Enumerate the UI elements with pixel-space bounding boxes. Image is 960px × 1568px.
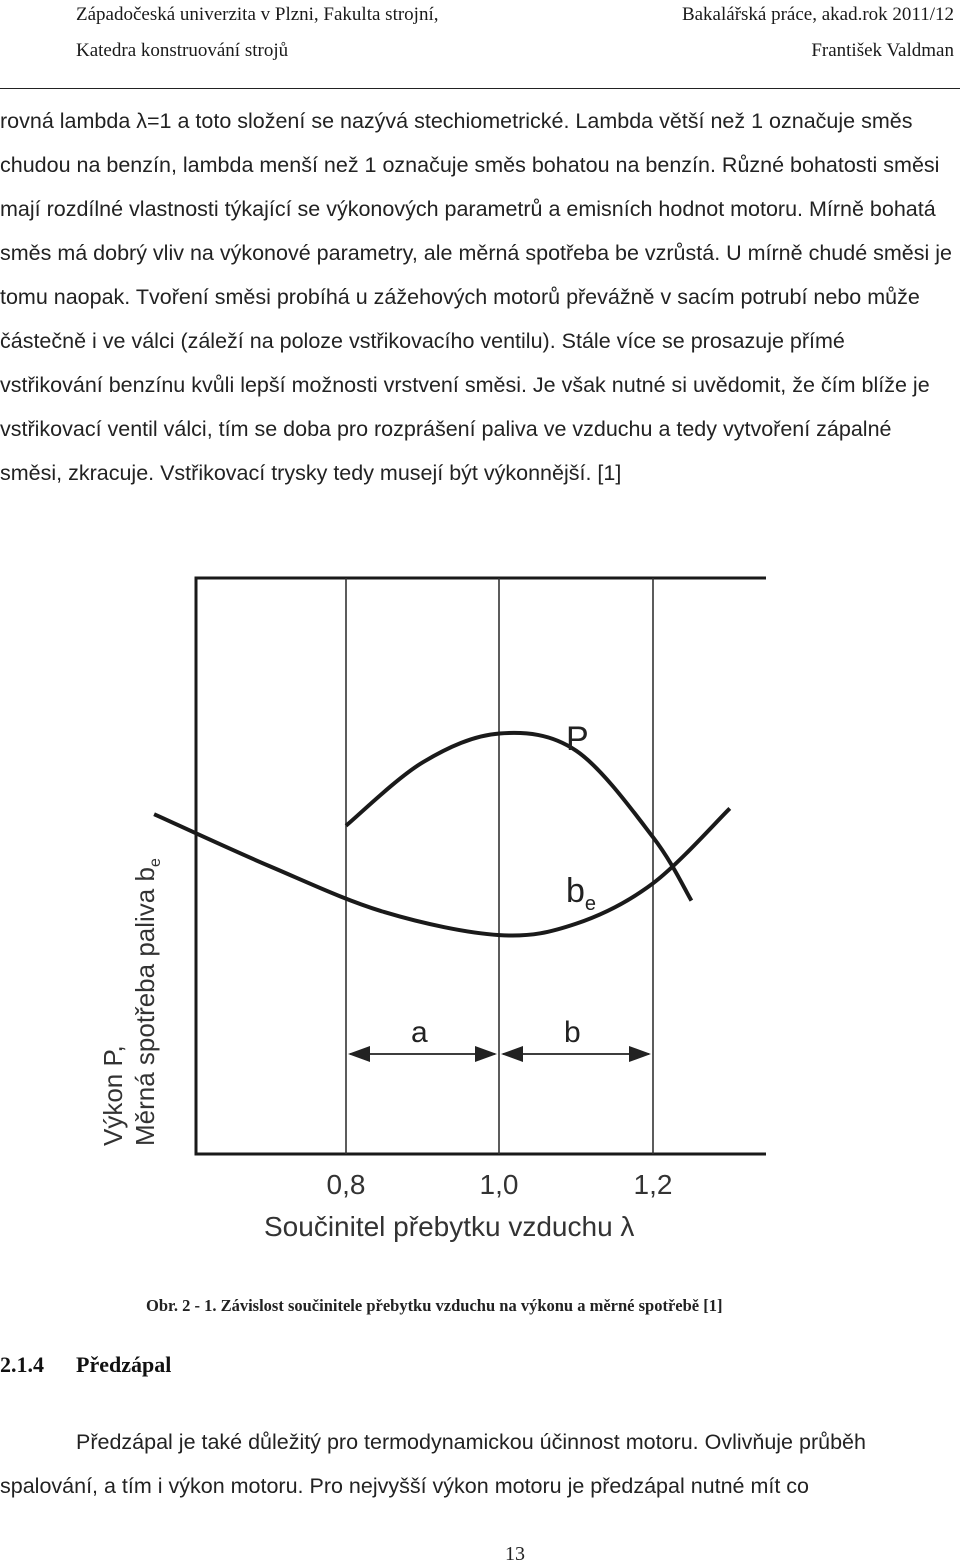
- ylabel-sub: e: [147, 858, 164, 868]
- ylabel-line2: [130, 858, 164, 1146]
- chart-frame: [196, 578, 766, 1154]
- curve-p-label: P: [566, 720, 589, 758]
- range-b-label: b: [564, 1016, 581, 1049]
- lambda-chart-svg: [76, 572, 766, 1248]
- y-axis-label: [98, 858, 164, 1146]
- section-number: 2.1.4: [0, 1352, 44, 1377]
- curve-be-label: [566, 872, 596, 915]
- range-b-arrow-left: [501, 1046, 523, 1062]
- range-a-label: a: [411, 1016, 428, 1049]
- header-department: Katedra konstruování strojů: [76, 40, 289, 61]
- ylabel-line2-main: Měrná spotřeba paliva b: [130, 867, 160, 1146]
- curve-be-sub: e: [584, 893, 597, 915]
- series-p-line: [346, 733, 691, 901]
- ylabel-line1: Výkon P,: [98, 1045, 128, 1146]
- curve-be-main: b: [566, 872, 585, 910]
- section-heading: [0, 1352, 171, 1378]
- header-thesis-type: Bakalářská práce, akad.rok 2011/12: [681, 4, 954, 25]
- x-tick-1-2: 1,2: [633, 1169, 673, 1200]
- section-body: [0, 1420, 952, 1508]
- figure-lambda-chart: [76, 572, 766, 1248]
- figure-caption: Obr. 2 - 1. Závislost součinitele přebytku vzduchu na výkonu a měrné spotřebě [1]: [146, 1296, 723, 1315]
- header-university: Západočeská univerzita v Plzni, Fakulta strojní,: [76, 4, 439, 25]
- section-paragraph: Předzápal je také důležitý pro termodynamickou účinnost motoru. Ovlivňuje průběh spalování, a tím i výkon motoru. Pro nejvyšší výkon motoru je předzápal nutné mít co: [0, 1430, 866, 1498]
- header-rule: [0, 88, 960, 89]
- range-a-arrow-left: [348, 1046, 370, 1062]
- x-tick-1-0: 1,0: [479, 1169, 519, 1200]
- range-b-arrow-right: [629, 1046, 651, 1062]
- range-a-arrow-right: [475, 1046, 497, 1062]
- header-author: František Valdman: [811, 40, 954, 61]
- section-title: Předzápal: [76, 1352, 172, 1377]
- x-tick-0-8: 0,8: [326, 1169, 366, 1200]
- body-paragraph: rovná lambda λ=1 a toto složení se nazývá stechiometrické. Lambda větší než 1 označuje směs chudou na benzín, lambda menší než 1 označuje směs bohatou na benzín. Různé bohatosti směsi mají rozdílné vlastnosti týkající se výkonových parametrů a emisních hodnot motoru. Mírně bohatá směs má dobrý vliv na výkonové parametry, ale měrná spotřeba be vzrůstá. U mírně chudé směsi je tomu naopak. Tvoření směsi probíhá u zážehových motorů převážně v sacím potrubí nebo může částečně i ve válci (záleží na poloze vstřikovacího ventilu). Stále více se prosazuje přímé vstřikování benzínu kvůli lepší možnosti vrstvení směsi. Je však nutné si uvědomit, že čím blíže je vstřikovací ventil válci, tím se doba pro rozprášení paliva ve vzduchu a tedy vytvoření zápalné směsi, zkracuje. Vstřikovací trysky tedy musejí být výkonnější. [1]: [0, 109, 952, 485]
- x-axis-label: Součinitel přebytku vzduchu λ: [264, 1211, 635, 1242]
- page-number: 13: [505, 1543, 525, 1565]
- body-text: [0, 99, 952, 495]
